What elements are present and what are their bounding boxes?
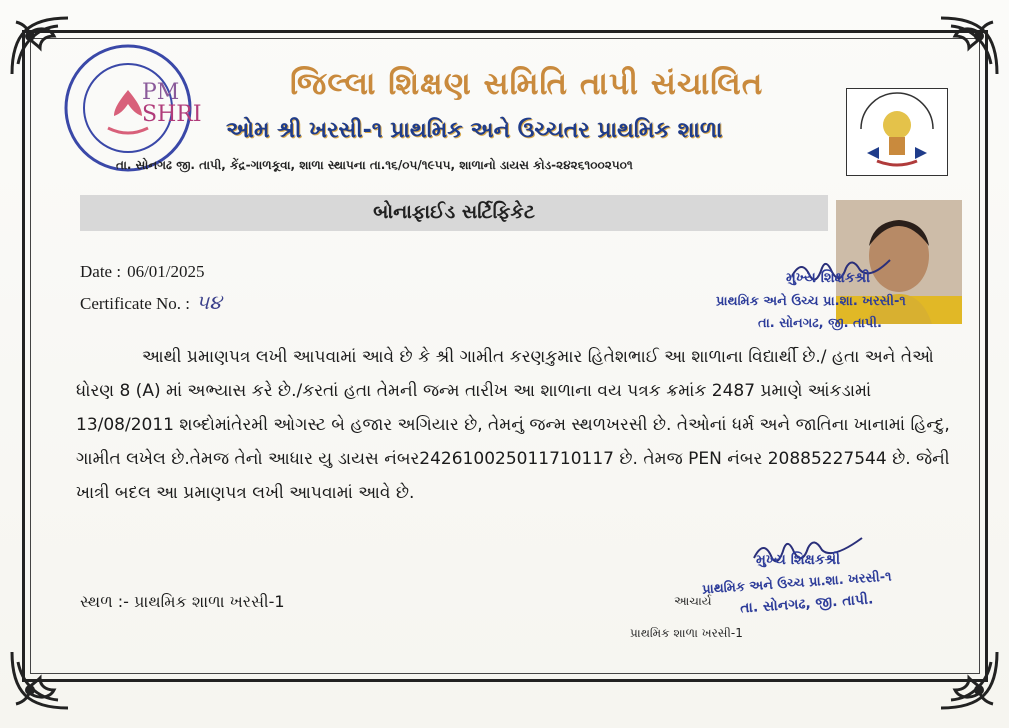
stamp-bottom-line1: મુખ્ય શિક્ષકશ્રી [756,552,841,568]
date-value: 06/01/2025 [127,262,205,281]
header-subline: તા. સોનગઢ જી. તાપી, કેંદ્ર-ગાળકૂવા, શાળા સ્થાપના તા.૧૬/૦૫/૧૯૫૫, શાળાનો ડાયસ કોડ-૨૪૨૬૧૦૦૨૫૦૧ [116,158,633,172]
acharya-label: આચાર્ય [674,594,712,608]
pm-shri-logo [142,82,202,126]
logo-text-shri: SHRI [142,102,202,127]
stamp-top-line1: મુખ્ય શિક્ષકશ્રી [786,270,871,286]
corner-ornament-icon [8,642,78,712]
stamp-top-line3: તા. સોનગઢ, જી. તાપી. [758,316,882,331]
date-label: Date : [80,262,122,281]
certificate-number-value: ૫૪ [196,290,222,314]
corner-ornament-icon [931,642,1001,712]
school-name-footer: પ્રાથમિક શાળા ખરસી-1 [630,626,743,640]
place-value: પ્રાથમિક શાળા ખરસી-1 [134,592,285,611]
place-row [80,592,285,612]
header-title-line1: જિલ્લા શિક્ષણ સમિતિ તાપી સંચાલિત [290,66,764,102]
header-title-line2: ઓમ શ્રી ખરસી-૧ પ્રાથમિક અને ઉચ્ચતર પ્રાથમિક શાળા [226,118,723,143]
place-label: સ્થળ :- [80,592,129,611]
logo-text-pm: PM [142,80,180,105]
date-row [80,262,205,282]
certificate-body: આથી પ્રમાણપત્ર લખી આપવામાં આવે છે કે શ્રી ગામીત કરણકુમાર હિતેશભાઈ આ શાળાના વિદ્યાર્થી છે./ હતા અને તેઓ ધોરણ 8 (A) માં અભ્યાસ કરે છે./કરતાં હતા તેમની જન્મ તારીખ આ શાળાના વય પત્રક ક્રમાંક 2487 પ્રમાણે આંકડામાં 13/08/2011 શબ્દોમાંતેરમી ઓગસ્ટ બે હજાર અગિયાર છે, તેમનું જન્મ સ્થળખરસી છે. તેઓનાં ધર્મ અને જાતિના ખાનામાં હિન્દુ, ગામીત લખેલ છે.તેમજ તેનો આધાર યુ ડાયસ નંબર242610025011710117 છે. તેમજ PEN નંબર 20885227544 છે. જેની ખાત્રી બદલ આ પ્રમાણપત્ર લખી આપવામાં આવે છે. [76,347,950,503]
certificate-number-label: Certificate No. : [80,294,190,313]
stamp-bottom-line2: પ્રાથમિક અને ઉચ્ચ પ્રા.શા. ખરસી-૧ [701,569,893,598]
certificate-heading: બોનાફાઈડ સર્ટિફિકેટ [373,201,535,223]
stamp-bottom-line3: તા. સોનગઢ, જી. તાપી. [739,591,874,617]
certificate-number-row [80,290,222,314]
headmaster-stamp-bottom [630,536,960,646]
school-logo-icon [846,88,948,176]
stamp-top-line2: પ્રાથમિક અને ઉચ્ચ પ્રા.શા. ખરસી-૧ [716,294,906,309]
heading-band [80,195,828,231]
corner-ornament-icon [931,14,1001,84]
